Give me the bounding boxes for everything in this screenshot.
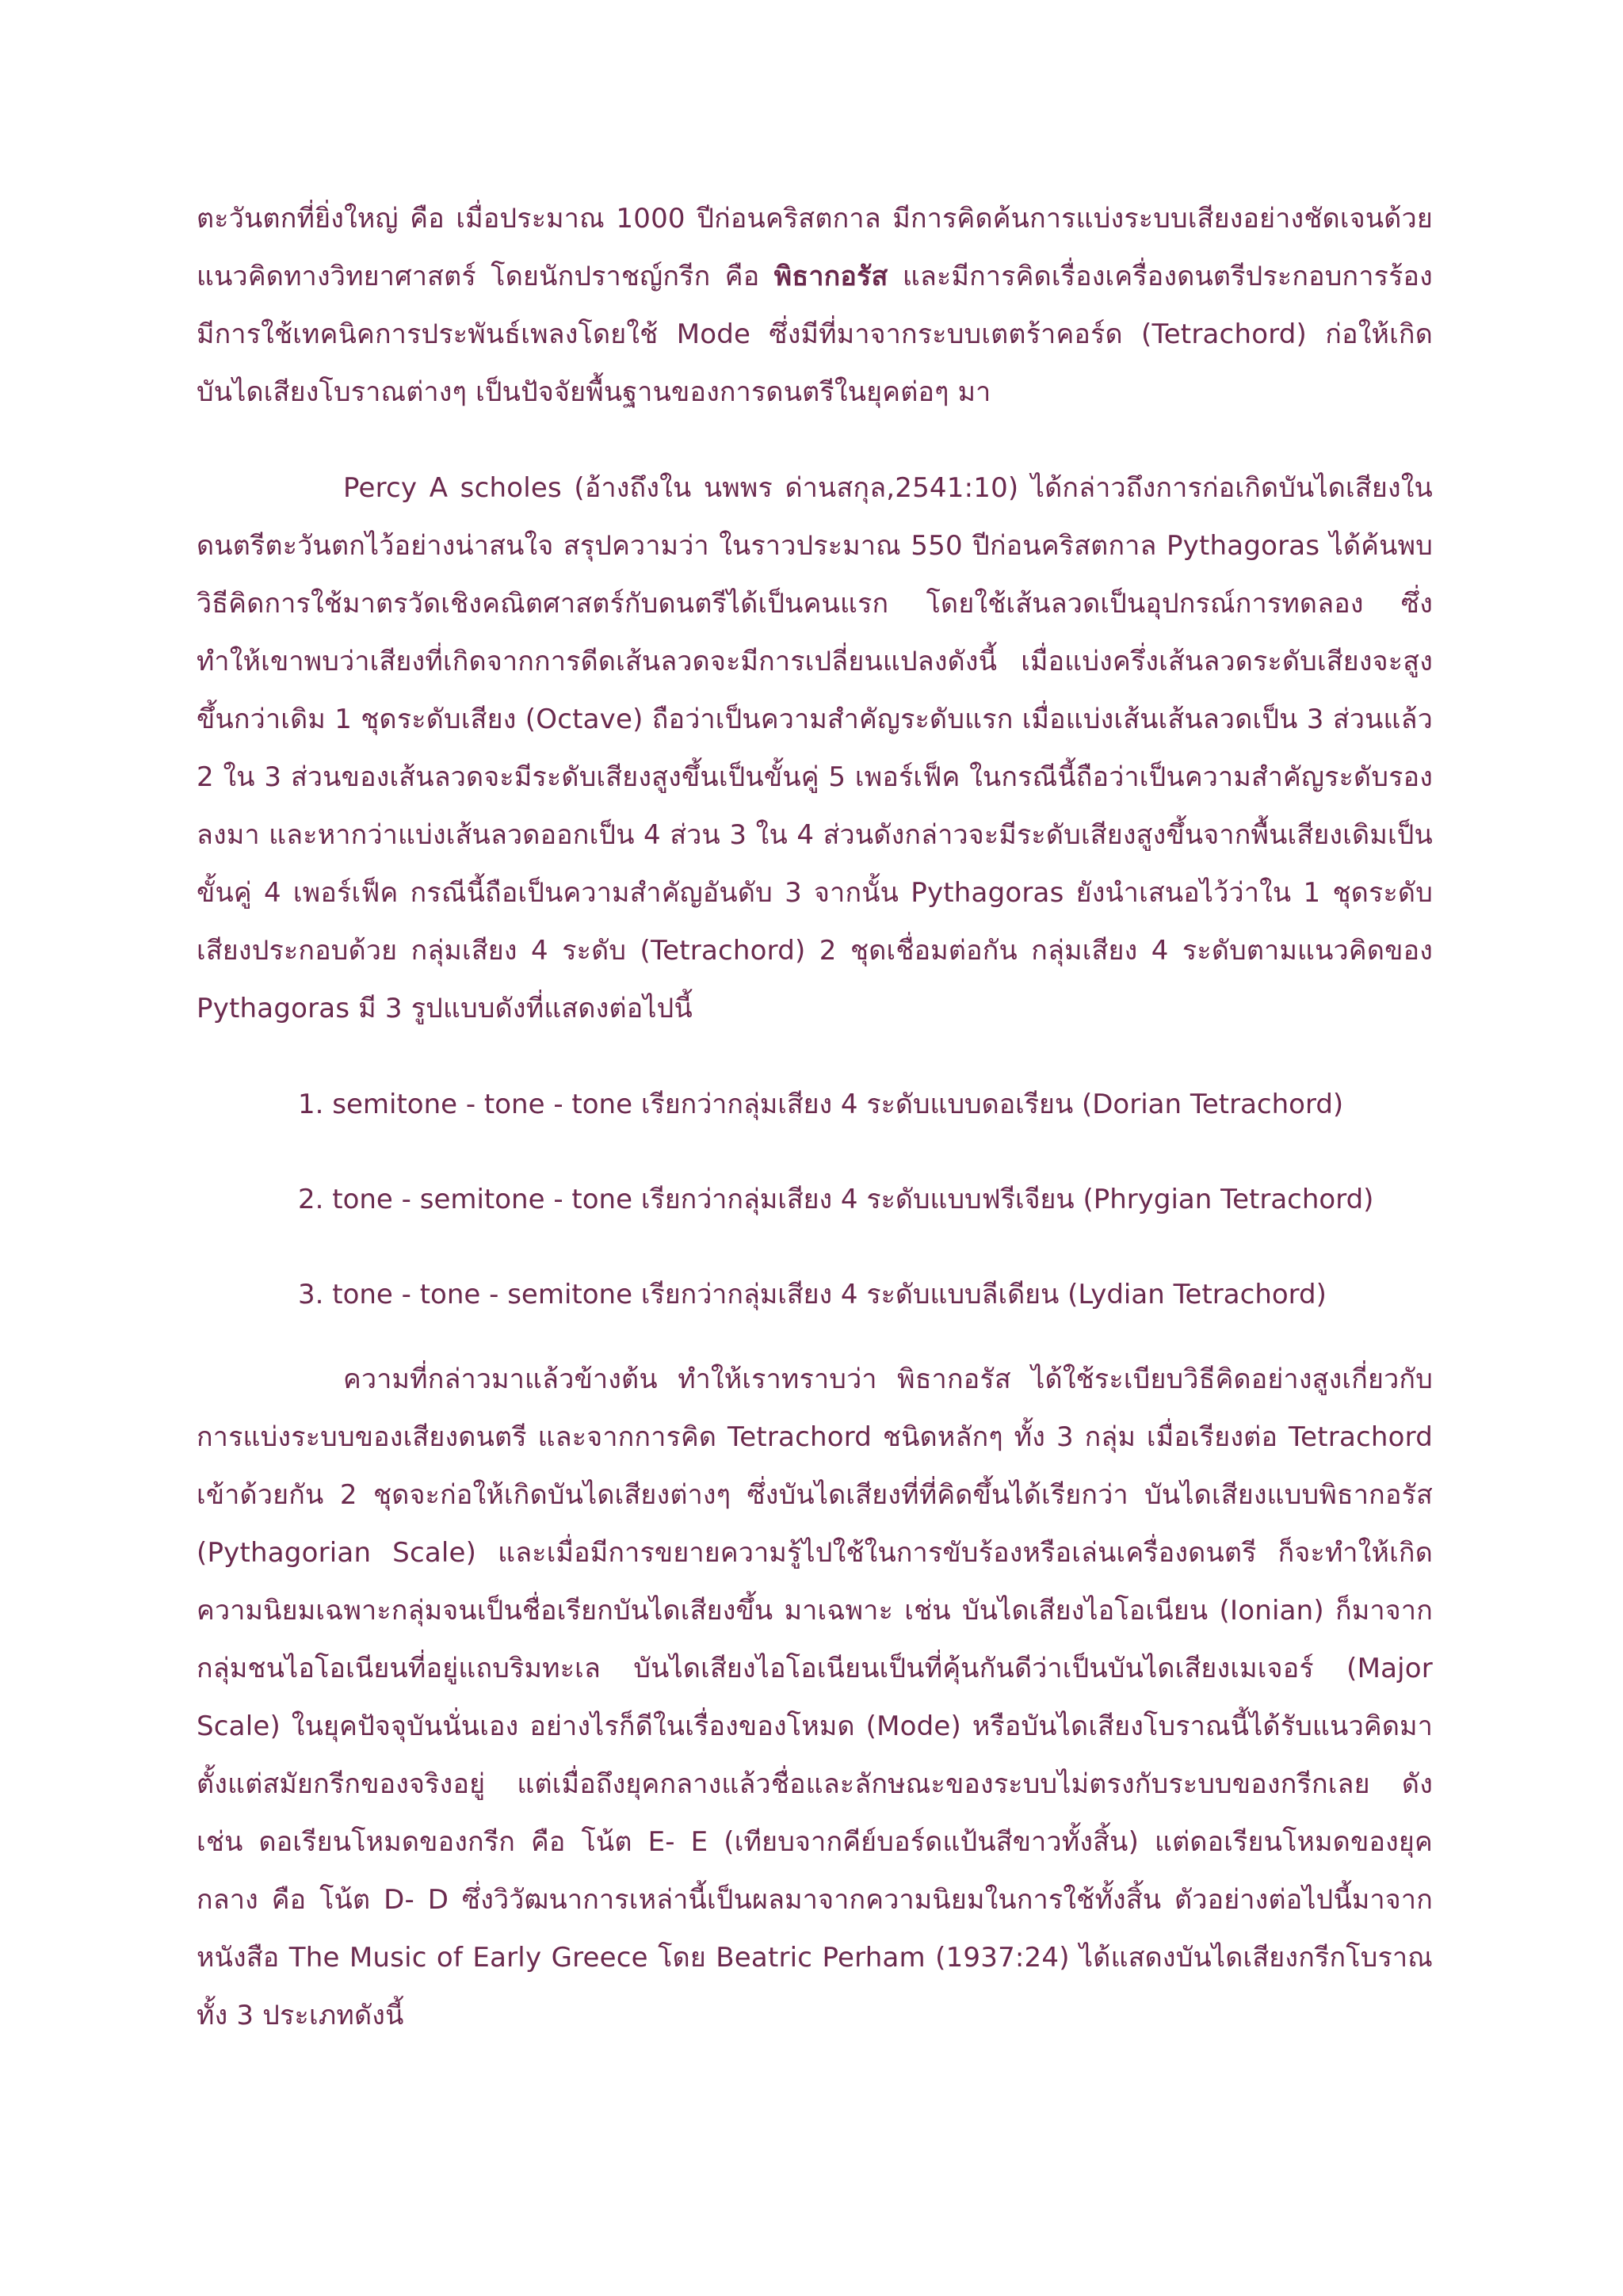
document-page — [197, 0, 1433, 2296]
list-item-lydian: 3. tone - tone - semitone เรียกว่ากลุ่มเสียง 4 ระดับแบบลีเดียน (Lydian Tetrachord) — [298, 1279, 1327, 1310]
paragraph-percy-scholes: Percy A scholes (อ้างถึงใน นพพร ด่านสกุล,2541:10) ได้กล่าวถึงการก่อเกิดบันไดเสียงในดนตรีตะวันตกไว้อย่างน่าสนใจ สรุปความว่า ในราวประมาณ 550 ปีก่อนคริสตกาล Pythagoras ได้ค้นพบวิธีคิดการใช้มาตรวัดเชิงคณิตศาสตร์กับดนตรีได้เป็นคนแรก โดยใช้เส้นลวดเป็นอุปกรณ์การทดลอง ซึ่งทำให้เขาพบว่าเสียงที่เกิดจากการดีดเส้นลวดจะมีการเปลี่ยนแปลงดังนี้ เมื่อแบ่งครึ่งเส้นลวดระดับเสียงจะสูงขึ้นกว่าเดิม 1 ชุดระดับเสียง (Octave) ถือว่าเป็นความสำคัญระดับแรก เมื่อแบ่งเส้นเส้นลวดเป็น 3 ส่วนแล้ว 2 ใน 3 ส่วนของเส้นลวดจะมีระดับเสียงสูงขึ้นเป็นขั้นคู่ 5 เพอร์เฟ็ค ในกรณีนี้ถือว่าเป็นความสำคัญระดับรองลงมา และหากว่าแบ่งเส้นลวดออกเป็น 4 ส่วน 3 ใน 4 ส่วนดังกล่าวจะมีระดับเสียงสูงขึ้นจากพื้นเสียงเดิมเป็นขั้นคู่ 4 เพอร์เฟ็ค กรณีนี้ถือเป็นความสำคัญอันดับ 3 จากนั้น Pythagoras ยังนำเสนอไว้ว่าใน 1 ชุดระดับเสียงประกอบด้วย กลุ่มเสียง 4 ระดับ (Tetrachord) 2 ชุดเชื่อมต่อกัน กลุ่มเสียง 4 ระดับตามแนวคิดของ Pythagoras มี 3 รูปแบบดังที่แสดงต่อไปนี้ — [197, 472, 1433, 1024]
paragraph-conclusion: ความที่กล่าวมาแล้วข้างต้น ทำให้เราทราบว่า พิธากอรัส ได้ใช้ระเบียบวิธีคิดอย่างสูงเกี่ยวกับการแบ่งระบบของเสียงดนตรี และจากการคิด Tetrachord ชนิดหลักๆ ทั้ง 3 กลุ่ม เมื่อเรียงต่อ Tetrachord เข้าด้วยกัน 2 ชุดจะก่อให้เกิดบันไดเสียงต่างๆ ซึ่งบันไดเสียงที่ที่คิดขึ้นได้เรียกว่า บันไดเสียงแบบพิธากอรัส (Pythagorian Scale) และเมื่อมีการขยายความรู้ไปใช้ในการขับร้องหรือเล่นเครื่องดนตรี ก็จะทำให้เกิดความนิยมเฉพาะกลุ่มจนเป็นชื่อเรียกบันไดเสียงขึ้น มาเฉพาะ เช่น บันไดเสียงไอโอเนียน (Ionian) ก็มาจากกลุ่มชนไอโอเนียนที่อยู่แถบริมทะเล บันไดเสียงไอโอเนียนเป็นที่คุ้นกันดีว่าเป็นบันไดเสียงเมเจอร์ (Major Scale) ในยุคปัจจุบันนั่นเอง อย่างไรก็ดีในเรื่องของโหมด (Mode) หรือบันไดเสียงโบราณนี้ได้รับแนวคิดมาตั้งแต่สมัยกรีกของจริงอยู่ แต่เมื่อถึงยุคกลางแล้วชื่อและลักษณะของระบบไม่ตรงกับระบบของกรีกเลย ดังเช่น ดอเรียนโหมดของกรีก คือ โน้ต E- E (เทียบจากคีย์บอร์ดแป้นสีขาวทั้งสิ้น) แต่ดอเรียนโหมดของยุคกลาง คือ โน้ต D- D ซึ่งวิวัฒนาการเหล่านี้เป็นผลมาจากความนิยมในการใช้ทั้งสิ้น ตัวอย่างต่อไปนี้มาจากหนังสือ The Music of Early Greece โดย Beatric Perham (1937:24) ได้แสดงบันไดเสียงกรีกโบราณทั้ง 3 ประเภทดังนี้ — [197, 1363, 1433, 2031]
list-item-dorian: 1. semitone - tone - tone เรียกว่ากลุ่มเสียง 4 ระดับแบบดอเรียน (Dorian Tetrachord) — [298, 1089, 1344, 1120]
list-item-phrygian: 2. tone - semitone - tone เรียกว่ากลุ่มเสียง 4 ระดับแบบฟรีเจียน (Phrygian Tetrachord) — [298, 1184, 1374, 1215]
tetrachord-list — [298, 1087, 1439, 1372]
pythagoras-bold-name: พิธากอรัส — [773, 261, 888, 292]
paragraph-intro-text-a: ตะวันตกที่ยิ่งใหญ่ คือ เมื่อประมาณ 1000 ปีก่อนคริสตกาล มีการคิดค้นการแบ่งระบบเสียงอย่างชัดเจนด้วยแนวคิดทางวิทยาศาสตร์ โดยนักปราชญ์กรีก คือ — [197, 203, 1433, 292]
paragraph-intro-text-b: และมีการคิดเรื่องเครื่องดนตรีประกอบการร้อง มีการใช้เทคนิคการประพันธ์เพลงโดยใช้ Mode ซึ่งมีที่มาจากระบบเตตร้าคอร์ด (Tetrachord) ก่อให้เกิดบันไดเสียงโบราณต่างๆ เป็นปัจจัยพื้นฐานของการดนตรีในยุคต่อๆ มา — [197, 261, 1433, 408]
paragraph-intro — [197, 190, 1433, 421]
